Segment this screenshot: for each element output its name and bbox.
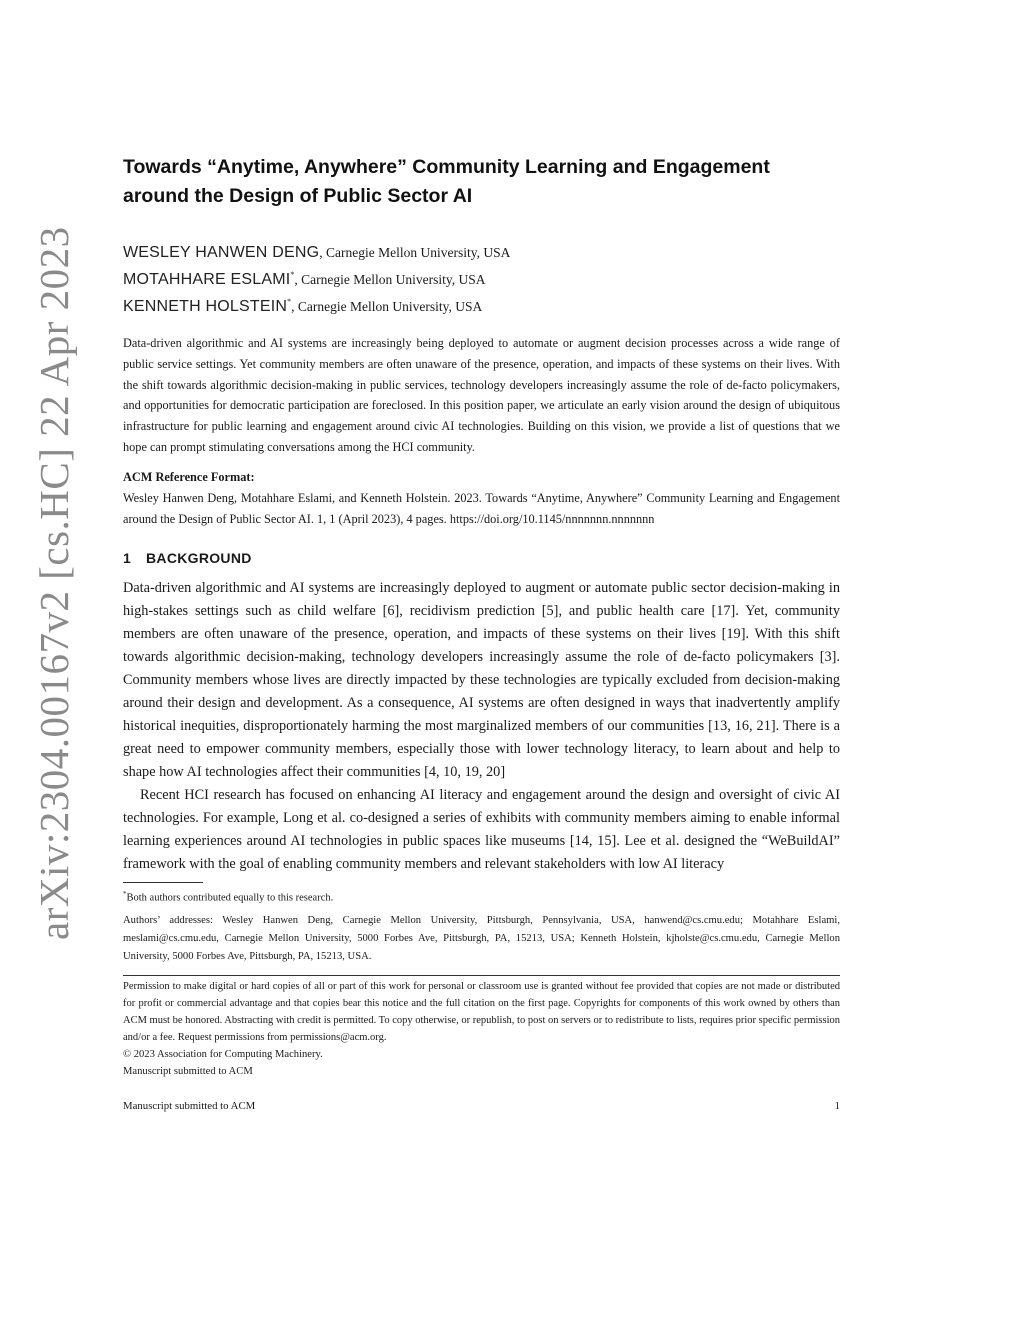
section-heading	[123, 550, 252, 566]
copyright-block	[123, 1046, 323, 1080]
abstract: Data-driven algorithmic and AI systems are increasingly being deployed to automate or augment decision processes across a wide range of public service settings. Yet community members are often unaware of the presence, operation, and impacts of these systems on their lives. With the shift towards algorithmic decision-making in public services, technology developers increasingly assume the role of de-facto policymakers, and opportunities for democratic participation are foreclosed. In this position paper, we articulate an early vision around the design of ubiquitous infrastructure for public learning and engagement around civic AI technologies. Building on this vision, we provide a list of questions that we hope can prompt stimulating conversations among the HCI community.	[123, 336, 840, 454]
author-list	[123, 244, 840, 325]
author-addresses: Authors’ addresses: Wesley Hanwen Deng, Carnegie Mellon University, Pittsburgh, Pennsylvania, USA, hanwend@cs.cmu.edu; Motahhare Eslami, meslami@cs.cmu.edu, Carnegie Mellon University, 5000 Forbes Ave, Pittsburgh, PA, 15213, USA; Kenneth Holstein, kjholste@cs.cmu.edu, Carnegie Mellon University, 5000 Forbes Ave, Pittsburgh, PA, 15213, USA.	[123, 915, 840, 962]
permission-rule	[123, 975, 840, 976]
author-affiliation: , Carnegie Mellon University, USA	[319, 245, 511, 260]
author-entry	[123, 271, 840, 298]
author-entry	[123, 298, 840, 325]
footer-left: Manuscript submitted to ACM	[123, 1100, 256, 1112]
page-number: 1	[834, 1100, 840, 1112]
body-paragraph: Data-driven algorithmic and AI systems are increasingly deployed to augment or automate public sector decision-making in high-stakes settings such as child welfare [6], recidivism prediction [5], and public health care [17]. Yet, community members are often unaware of the presence, operation, and impacts of these systems on their lives [19]. With this shift towards algorithmic decision-making, technology developers increasingly assume the role of de-facto policymakers [3]. Community members whose lives are directly impacted by these technologies are typically excluded from decision-making around their design and development. As a consequence, AI systems are often designed in ways that inadvertently amplify historical inequities, disproportionately harming the most marginalized members of our communities [13, 16, 21]. There is a great need to empower community members, especially those with lower technology literacy, to learn about and help to shape how AI technologies affect their communities [4, 10, 19, 20]	[123, 580, 840, 780]
footnote-text: Both authors contributed equally to this research.	[126, 892, 334, 904]
body-text	[123, 577, 840, 876]
paper-title: Towards “Anytime, Anywhere” Community Learning and Engagement around the Design of Public Sector AI	[123, 156, 770, 207]
copyright-line: © 2023 Association for Computing Machinery.	[123, 1049, 323, 1060]
page-footer	[123, 1100, 840, 1112]
arxiv-identifier-stamp: arXiv:2304.00167v2 [cs.HC] 22 Apr 2023	[31, 226, 77, 940]
author-name: MOTAHHARE ESLAMI	[123, 271, 291, 288]
section-title: BACKGROUND	[146, 550, 252, 566]
permission-notice: Permission to make digital or hard copies of all or part of this work for personal or classroom use is granted without fee provided that copies are not made or distributed for profit or commercial advantage and that copies bear this notice and the full citation on the first page. Copyrights for components of this work owned by others than ACM must be honored. Abstracting with credit is permitted. To copy otherwise, or republish, to post on servers or to redistribute to lists, requires prior specific permission and/or a fee. Request permissions from permissions@acm.org.	[123, 981, 840, 1043]
author-name: WESLEY HANWEN DENG	[123, 244, 320, 261]
reference-format-text: Wesley Hanwen Deng, Motahhare Eslami, and Kenneth Holstein. 2023. Towards “Anytime, Anywhere” Community Learning and Engagement around the Design of Public Sector AI. 1, 1 (April 2023), 4 pages. https://doi.org/10.1145/nnnnnnn.nnnnnnn	[123, 490, 840, 526]
author-entry	[123, 244, 840, 271]
author-affiliation: , Carnegie Mellon University, USA	[291, 299, 483, 314]
equal-contribution-mark: *	[287, 297, 292, 306]
body-paragraph: Recent HCI research has focused on enhancing AI literacy and engagement around the design and oversight of civic AI technologies. For example, Long et al. co-designed a series of exhibits with community members aiming to enable informal learning experiences around AI technologies in public spaces like museums [14, 15]. Lee et al. designed the “WeBuildAI” framework with the goal of enabling community members and relevant stakeholders with low AI literacy	[123, 787, 840, 872]
footnote	[123, 886, 840, 907]
footnote-mark: *	[123, 890, 127, 898]
author-name: KENNETH HOLSTEIN	[123, 298, 288, 315]
footnote-rule	[123, 882, 203, 883]
author-affiliation: , Carnegie Mellon University, USA	[294, 272, 486, 287]
manuscript-note: Manuscript submitted to ACM	[123, 1066, 253, 1077]
equal-contribution-mark: *	[290, 270, 295, 279]
reference-format-heading: ACM Reference Format:	[123, 470, 255, 484]
acm-reference-format	[123, 467, 840, 529]
section-number: 1	[123, 550, 132, 566]
